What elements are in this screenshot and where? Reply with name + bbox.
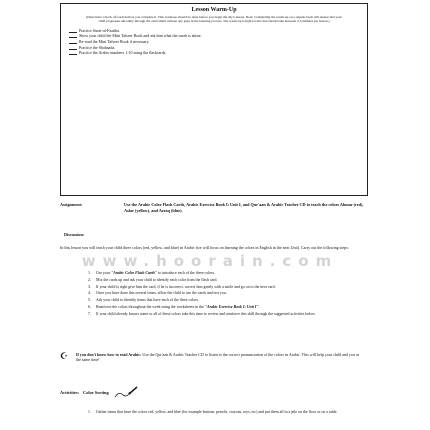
activities-heading [60, 385, 139, 399]
crescent-star-icon: ☪ [60, 351, 69, 361]
step-text: Reinforce the colors throughout the week using the worksheets in the [96, 304, 205, 309]
step-number: 4. [88, 291, 91, 296]
step-number: 1. [88, 271, 91, 275]
note-text: Use the Qur'aan & Arabic Teacher CD to listen to the correct pronunciation of the colors in Arabic. This will help your child and you at the same time! [76, 352, 359, 363]
activities-label: Activities: [60, 389, 80, 395]
activity-step-item [88, 410, 358, 415]
assignment-section [60, 202, 368, 213]
checklist-item-text: Re-read the Mini Tafseer Book if necessary. [79, 39, 150, 44]
step-text-suffix: . [258, 304, 260, 309]
checkbox-blank-icon[interactable] [69, 39, 77, 44]
checklist-item[interactable] [69, 50, 359, 56]
checkbox-blank-icon[interactable] [69, 50, 77, 55]
step-text: Mix the cards up and ask your child to identify each color from the flash card. [96, 277, 218, 282]
warmup-directions: (Directions: Check off each item as you complete it. This warm-up should be done before you begin the day's lesson. Note: Completing the warm-up on a regular basis will ensure that your child progresses smoothly through the curriculum without any gaps in the learning process. The warm-up is light review that should take between 2-5 minutes per lesson.) [86, 15, 342, 24]
lesson-intro-paragraph: In this lesson you will teach your child three colors (red, yellow, and blue) in Arabic (we will focus on learning the colors in English in the next Unit). Carry out the following steps: [60, 245, 349, 250]
assignment-label: Assignment: [60, 202, 83, 207]
step-number: 5. [88, 298, 91, 303]
step-item [88, 298, 356, 303]
step-item [88, 271, 356, 276]
step-number: 7. [88, 311, 91, 316]
arabic-help-note [60, 352, 360, 363]
step-number: 2. [88, 277, 91, 282]
pencil-scribble-icon [113, 385, 139, 399]
step-text: Use your [96, 271, 112, 275]
lesson-steps-list [88, 271, 356, 318]
discussion-label: Discussion: [64, 232, 85, 237]
step-item [88, 312, 356, 317]
checkbox-blank-icon[interactable] [69, 45, 77, 50]
checkbox-blank-icon[interactable] [69, 28, 77, 33]
warmup-title: Lesson Warm-Up [191, 7, 237, 13]
checklist-item-text: Practice the Arabic numbers 1-10 using the flashcards. [79, 50, 167, 56]
site-watermark: www.hoorain.com [81, 252, 339, 270]
step-text: Gather items that have the colors red, yellow, and blue (for example buttons, pencils, crayons, toys, etc) and put them all in a pile on the floor or on a table. [96, 410, 338, 414]
step-number: 3. [88, 284, 91, 289]
step-item [88, 305, 356, 310]
checklist-item-text: Practice Surat-ul-Faatiha. [79, 27, 120, 33]
step-text-suffix: to introduce each of the three colors. [157, 271, 215, 275]
step-item [88, 278, 356, 283]
step-emphasis: "Arabic Exercise Book I: Unit I" [204, 304, 259, 309]
activity-name: Color Sorting [83, 389, 109, 395]
note-lead: If you don't know how to read Arabic: [76, 352, 142, 357]
checklist-item-text: Show your child the Mini Tafseer Book and ask him what the surah is about. [79, 33, 202, 39]
step-emphasis: "Arabic Color Flash Cards" [111, 271, 158, 275]
assignment-text: Use the Arabic Color Flash Cards, Arabic Exercise Book I: Unit I, and Qur'aan & Arabic Teacher CD to teach the colors Ahmar (red), Asfar (yellow), and Azraq (blue). [124, 202, 364, 213]
step-text: If your child already knows some or all of these colors take this time to review and reinforce this skill through the suggested activities below. [96, 311, 316, 316]
step-item [88, 291, 356, 296]
step-number: 6. [88, 304, 91, 309]
lesson-warmup-box [60, 3, 368, 196]
checklist-item-text: Practice the Shahaada. [79, 44, 116, 50]
step-text: Ask your child to identify items that have each of the three colors. [96, 298, 199, 303]
step-text: Once you have done this several times, allow the child to use the cards and test you. [96, 291, 227, 296]
step-item [88, 285, 356, 290]
checkbox-blank-icon[interactable] [69, 33, 77, 38]
warmup-checklist [69, 28, 359, 56]
step-text: If your child is right give him the card, if he is incorrect, correct him gently with a smile and go on to the next card. [96, 284, 276, 289]
step-number: 1. [88, 410, 91, 414]
